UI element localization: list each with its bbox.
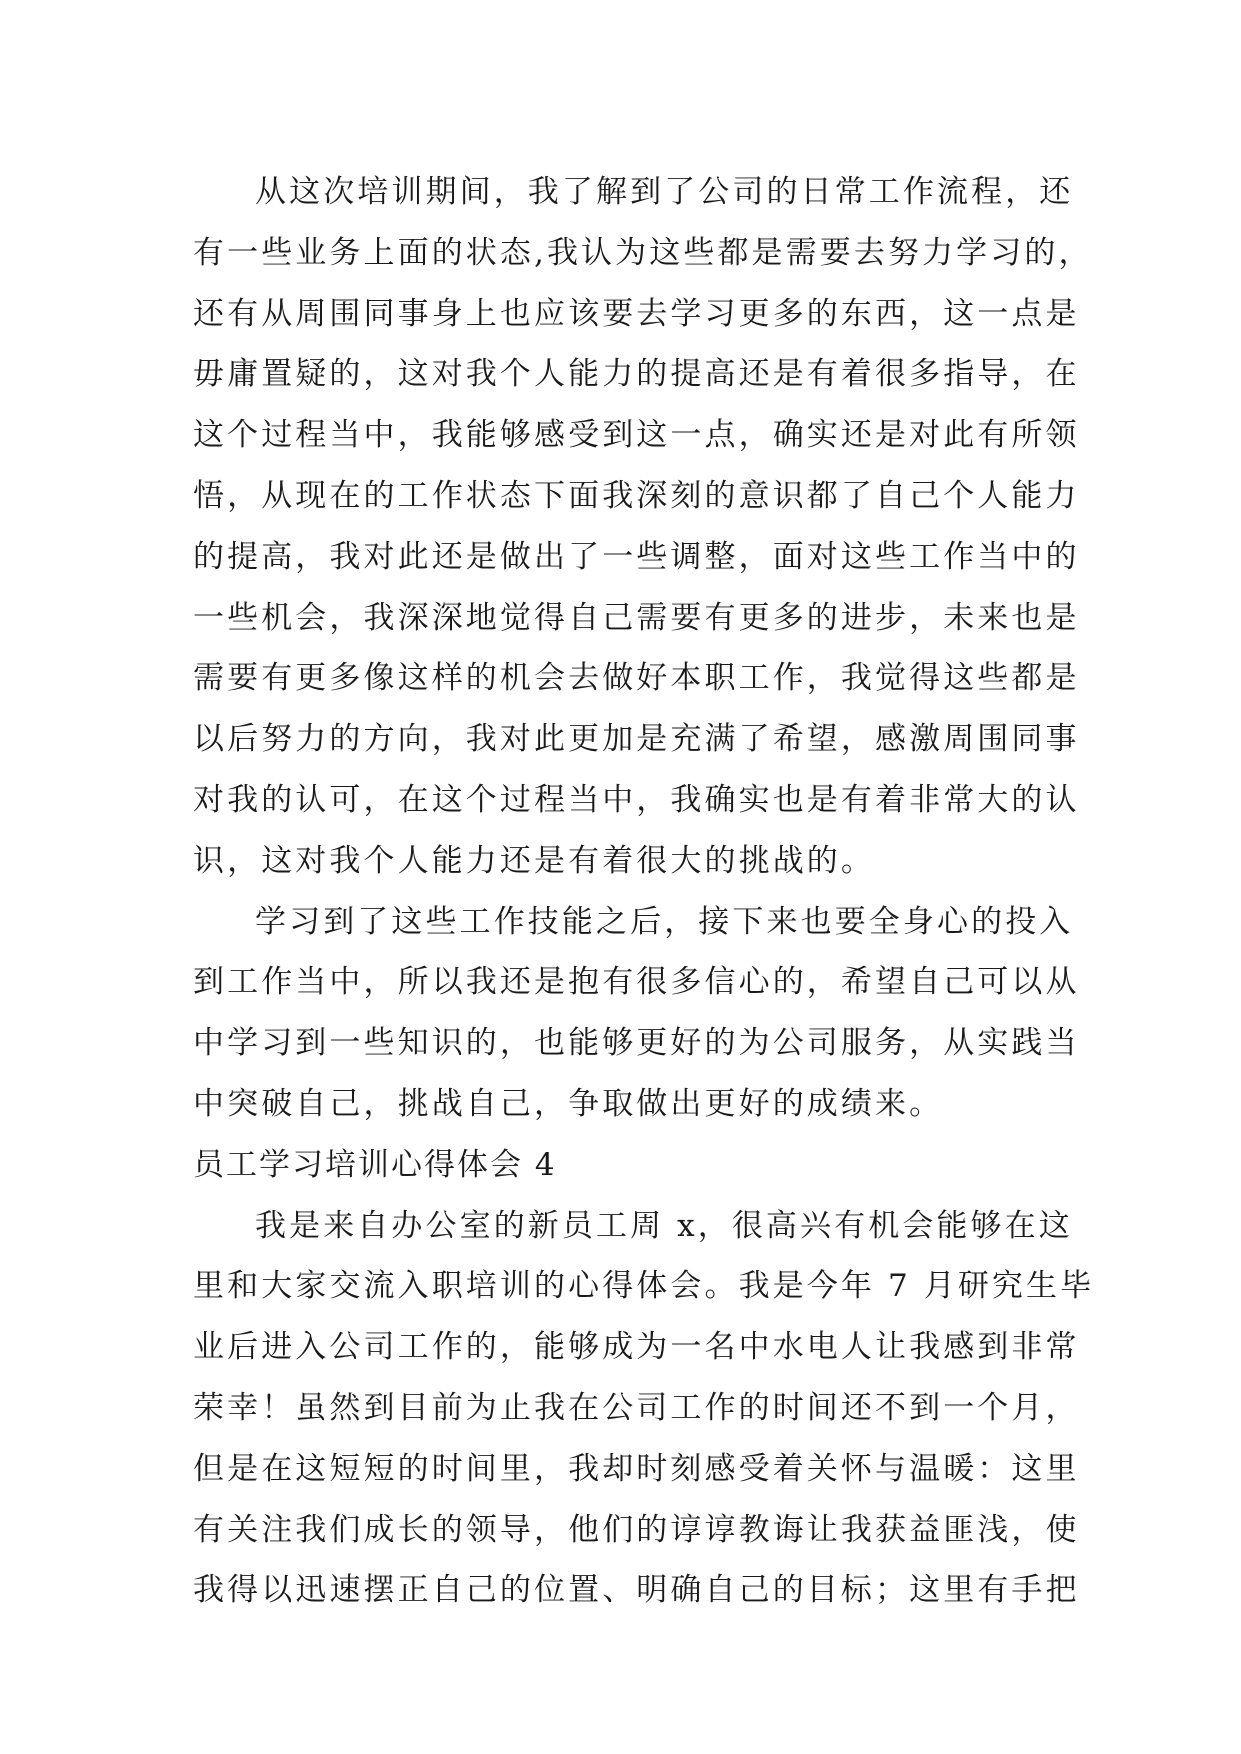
text-line: 还有从周围同事身上也应该要去学习更多的东西，这一点是 xyxy=(193,295,1080,332)
text-line: 学习到了这些工作技能之后，接下来也要全身心的投入 xyxy=(255,903,1074,940)
text-line: 我得以迅速摆正自己的位置、明确自己的目标；这里有手把 xyxy=(193,1572,1080,1609)
text-line: 但是在这短短的时间里，我却时刻感受着关怀与温暖：这里 xyxy=(193,1450,1080,1487)
text-line: 从这次培训期间，我了解到了公司的日常工作流程，还 xyxy=(255,174,1074,210)
text-line: 毋庸置疑的，这对我个人能力的提高还是有着很多指导，在 xyxy=(193,356,1080,393)
text-line: 我是来自办公室的新员工周 x，很高兴有机会能够在这 xyxy=(255,1207,1073,1244)
text-line: 对我的认可，在这个过程当中，我确实也是有着非常大的认 xyxy=(193,781,1080,818)
text-line: 一些机会，我深深地觉得自己需要有更多的进步，未来也是 xyxy=(193,599,1080,636)
text-line: 悟，从现在的工作状态下面我深刻的意识都了自己个人能力 xyxy=(193,477,1080,514)
text-line: 以后努力的方向，我对此更加是充满了希望，感激周围同事 xyxy=(193,721,1080,758)
text-line: 需要有更多像这样的机会去做好本职工作，我觉得这些都是 xyxy=(193,660,1080,697)
text-line: 到工作当中，所以我还是抱有很多信心的，希望自己可以从 xyxy=(193,964,1080,1001)
text-line: 这个过程当中，我能够感受到这一点，确实还是对此有所领 xyxy=(193,417,1080,454)
paragraph-work-skills xyxy=(193,892,1080,1135)
text-line: 的提高，我对此还是做出了一些调整，面对这些工作当中的 xyxy=(193,538,1080,575)
text-line: 识，这对我个人能力还是有着很大的挑战的。 xyxy=(193,842,875,879)
paragraph-new-employee xyxy=(193,1196,1095,1622)
document-body xyxy=(193,162,1095,1621)
text-line: 中学习到一些知识的，也能够更好的为公司服务，从实践当 xyxy=(193,1025,1080,1062)
text-line: 业后进入公司工作的，能够成为一名中水电人让我感到非常 xyxy=(193,1329,1080,1366)
text-line: 中突破自己，挑战自己，争取做出更好的成绩来。 xyxy=(193,1085,944,1122)
text-line: 有关注我们成长的领导，他们的谆谆教诲让我获益匪浅，使 xyxy=(193,1511,1080,1548)
section-heading: 员工学习培训心得体会 4 xyxy=(193,1146,557,1183)
text-line: 里和大家交流入职培训的心得体会。我是今年 7 月研究生毕 xyxy=(193,1268,1095,1305)
text-line: 有一些业务上面的状态,我认为这些都是需要去努力学习的， xyxy=(193,234,1093,271)
paragraph-training-period xyxy=(193,162,1093,892)
text-line: 荣幸！虽然到目前为止我在公司工作的时间还不到一个月， xyxy=(193,1389,1080,1426)
